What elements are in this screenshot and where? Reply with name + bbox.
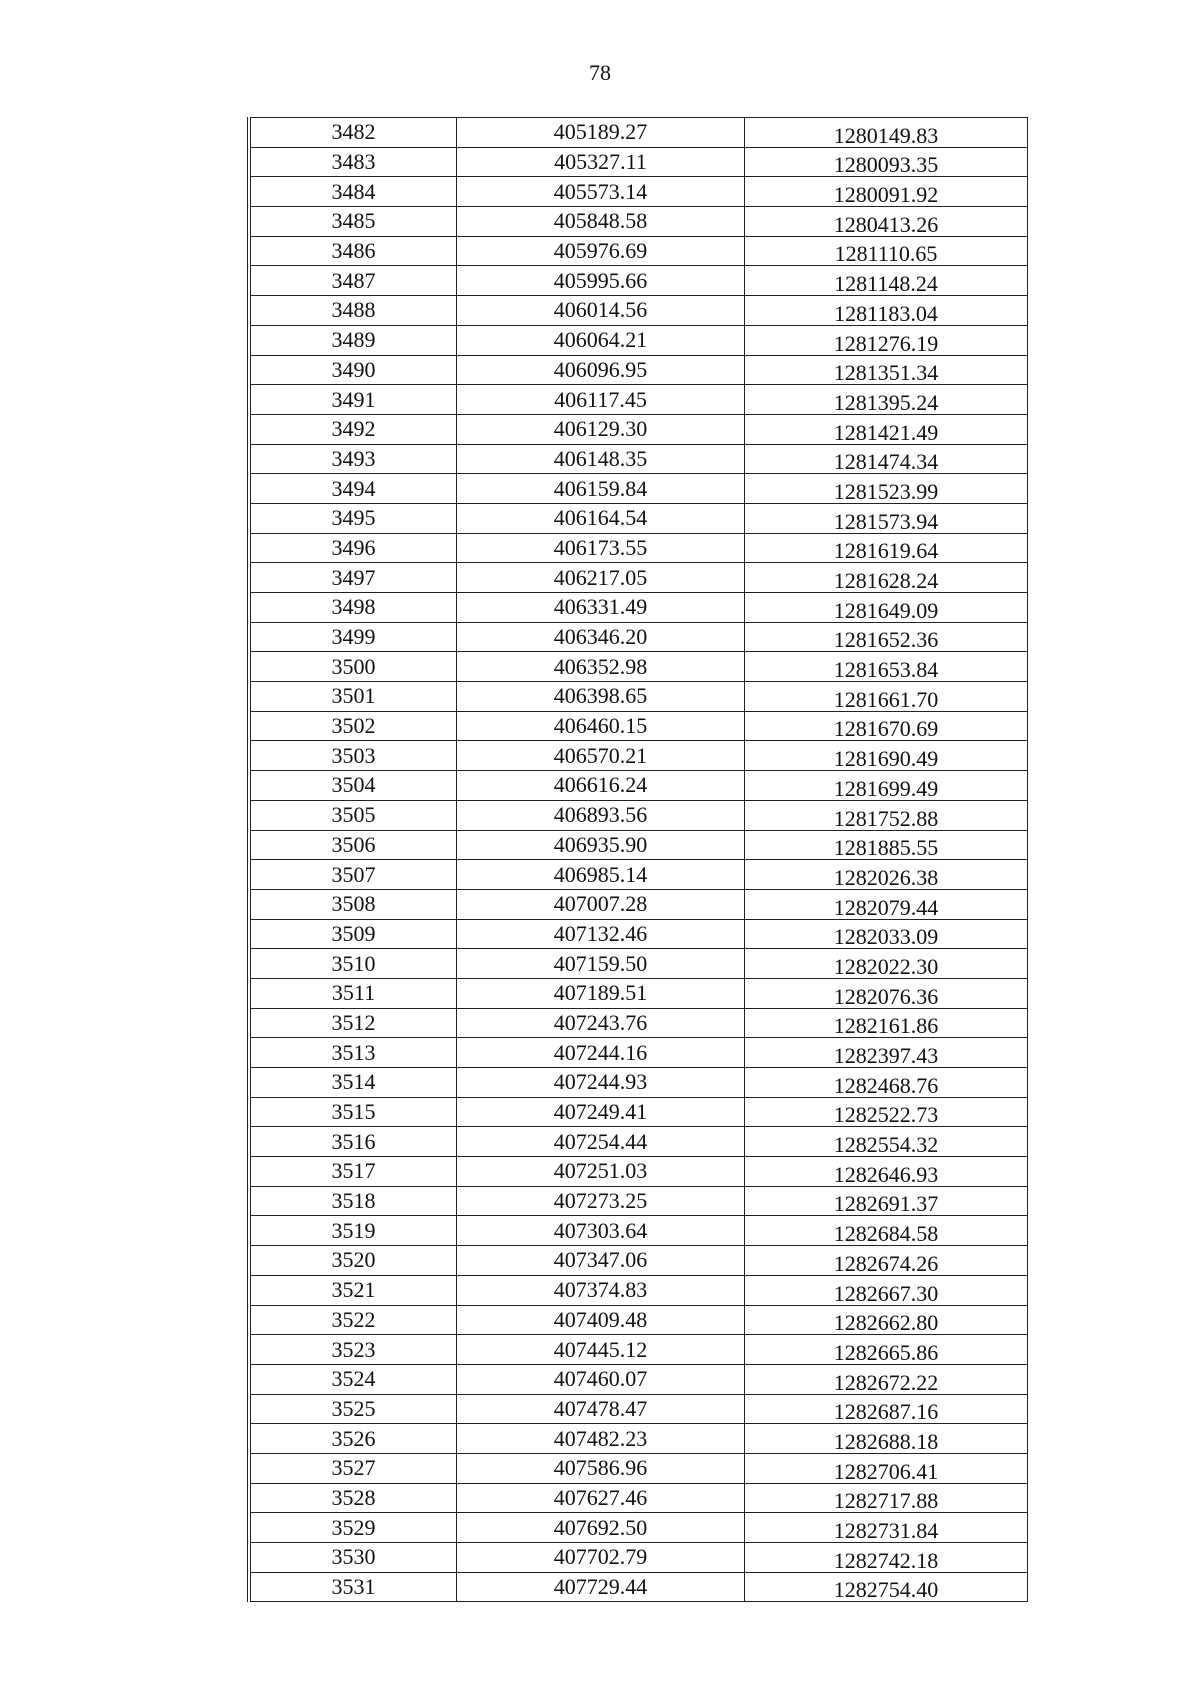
point-number-cell: 3494 (251, 474, 457, 504)
point-number-cell: 3503 (251, 741, 457, 771)
point-number-cell: 3517 (251, 1157, 457, 1187)
point-number-cell: 3528 (251, 1483, 457, 1513)
table-row (251, 533, 1028, 563)
table-row (251, 978, 1028, 1008)
table-row (251, 652, 1028, 682)
y-coordinate-cell: 1282026.38 (745, 860, 1028, 890)
point-number-cell: 3500 (251, 652, 457, 682)
y-coordinate-cell: 1282742.18 (745, 1543, 1028, 1573)
point-number-cell: 3520 (251, 1246, 457, 1276)
x-coordinate-cell: 407586.96 (457, 1453, 745, 1483)
table-row (251, 593, 1028, 623)
y-coordinate-cell: 1282033.09 (745, 919, 1028, 949)
x-coordinate-cell: 407249.41 (457, 1097, 745, 1127)
x-coordinate-cell: 407347.06 (457, 1246, 745, 1276)
y-coordinate-cell: 1282717.88 (745, 1483, 1028, 1513)
x-coordinate-cell: 406398.65 (457, 682, 745, 712)
table-row (251, 385, 1028, 415)
y-coordinate-cell: 1282079.44 (745, 889, 1028, 919)
x-coordinate-cell: 406346.20 (457, 622, 745, 652)
point-number-cell: 3513 (251, 1038, 457, 1068)
y-coordinate-cell: 1281110.65 (745, 236, 1028, 266)
point-number-cell: 3518 (251, 1186, 457, 1216)
point-number-cell: 3511 (251, 978, 457, 1008)
y-coordinate-cell: 1282522.73 (745, 1097, 1028, 1127)
y-coordinate-cell: 1282688.18 (745, 1424, 1028, 1454)
x-coordinate-cell: 407482.23 (457, 1424, 745, 1454)
table-row (251, 800, 1028, 830)
table-row (251, 444, 1028, 474)
table-row (251, 741, 1028, 771)
y-coordinate-cell: 1281652.36 (745, 622, 1028, 652)
table-row (251, 682, 1028, 712)
point-number-cell: 3505 (251, 800, 457, 830)
y-coordinate-cell: 1282076.36 (745, 978, 1028, 1008)
y-coordinate-cell: 1282667.30 (745, 1275, 1028, 1305)
x-coordinate-cell: 407007.28 (457, 889, 745, 919)
x-coordinate-cell: 406893.56 (457, 800, 745, 830)
point-number-cell: 3501 (251, 682, 457, 712)
point-number-cell: 3516 (251, 1127, 457, 1157)
y-coordinate-cell: 1281699.49 (745, 771, 1028, 801)
table-row (251, 1275, 1028, 1305)
x-coordinate-cell: 407132.46 (457, 919, 745, 949)
point-number-cell: 3497 (251, 563, 457, 593)
table-row (251, 949, 1028, 979)
y-coordinate-cell: 1282468.76 (745, 1068, 1028, 1098)
table-row (251, 1453, 1028, 1483)
x-coordinate-cell: 406570.21 (457, 741, 745, 771)
x-coordinate-cell: 407478.47 (457, 1394, 745, 1424)
table-row (251, 266, 1028, 296)
x-coordinate-cell: 406217.05 (457, 563, 745, 593)
y-coordinate-cell: 1282161.86 (745, 1008, 1028, 1038)
x-coordinate-cell: 407445.12 (457, 1335, 745, 1365)
y-coordinate-cell: 1282706.41 (745, 1453, 1028, 1483)
table-row (251, 474, 1028, 504)
x-coordinate-cell: 406164.54 (457, 503, 745, 533)
x-coordinate-cell: 407244.16 (457, 1038, 745, 1068)
y-coordinate-cell: 1282691.37 (745, 1186, 1028, 1216)
x-coordinate-cell: 406117.45 (457, 385, 745, 415)
table-row (251, 711, 1028, 741)
table-row (251, 1335, 1028, 1365)
table-row (251, 503, 1028, 533)
table-row (251, 118, 1028, 148)
y-coordinate-cell: 1281573.94 (745, 503, 1028, 533)
x-coordinate-cell: 406352.98 (457, 652, 745, 682)
x-coordinate-cell: 405995.66 (457, 266, 745, 296)
point-number-cell: 3509 (251, 919, 457, 949)
table-row (251, 236, 1028, 266)
x-coordinate-cell: 406173.55 (457, 533, 745, 563)
table-row (251, 1008, 1028, 1038)
point-number-cell: 3515 (251, 1097, 457, 1127)
y-coordinate-cell: 1282397.43 (745, 1038, 1028, 1068)
point-number-cell: 3502 (251, 711, 457, 741)
table-row (251, 1157, 1028, 1187)
y-coordinate-cell: 1282731.84 (745, 1513, 1028, 1543)
y-coordinate-cell: 1282672.22 (745, 1364, 1028, 1394)
point-number-cell: 3512 (251, 1008, 457, 1038)
y-coordinate-cell: 1281474.34 (745, 444, 1028, 474)
point-number-cell: 3519 (251, 1216, 457, 1246)
table-row (251, 830, 1028, 860)
x-coordinate-cell: 407244.93 (457, 1068, 745, 1098)
point-number-cell: 3514 (251, 1068, 457, 1098)
y-coordinate-cell: 1281670.69 (745, 711, 1028, 741)
table-row (251, 1127, 1028, 1157)
y-coordinate-cell: 1282646.93 (745, 1157, 1028, 1187)
point-number-cell: 3486 (251, 236, 457, 266)
table-row (251, 1424, 1028, 1454)
coordinates-table-container (247, 117, 1025, 1602)
point-number-cell: 3526 (251, 1424, 457, 1454)
y-coordinate-cell: 1281523.99 (745, 474, 1028, 504)
coordinates-table (251, 117, 1028, 1602)
x-coordinate-cell: 406148.35 (457, 444, 745, 474)
x-coordinate-cell: 407692.50 (457, 1513, 745, 1543)
point-number-cell: 3483 (251, 147, 457, 177)
y-coordinate-cell: 1282554.32 (745, 1127, 1028, 1157)
point-number-cell: 3488 (251, 296, 457, 326)
point-number-cell: 3482 (251, 118, 457, 148)
point-number-cell: 3499 (251, 622, 457, 652)
table-row (251, 919, 1028, 949)
point-number-cell: 3530 (251, 1543, 457, 1573)
point-number-cell: 3527 (251, 1453, 457, 1483)
table-row (251, 622, 1028, 652)
y-coordinate-cell: 1281885.55 (745, 830, 1028, 860)
y-coordinate-cell: 1281395.24 (745, 385, 1028, 415)
point-number-cell: 3485 (251, 207, 457, 237)
y-coordinate-cell: 1281183.04 (745, 296, 1028, 326)
y-coordinate-cell: 1281148.24 (745, 266, 1028, 296)
x-coordinate-cell: 407702.79 (457, 1543, 745, 1573)
x-coordinate-cell: 407159.50 (457, 949, 745, 979)
table-row (251, 860, 1028, 890)
point-number-cell: 3484 (251, 177, 457, 207)
y-coordinate-cell: 1280413.26 (745, 207, 1028, 237)
point-number-cell: 3498 (251, 593, 457, 623)
x-coordinate-cell: 407627.46 (457, 1483, 745, 1513)
table-row (251, 771, 1028, 801)
y-coordinate-cell: 1281649.09 (745, 593, 1028, 623)
y-coordinate-cell: 1281421.49 (745, 414, 1028, 444)
x-coordinate-cell: 407374.83 (457, 1275, 745, 1305)
point-number-cell: 3495 (251, 503, 457, 533)
table-row (251, 1216, 1028, 1246)
x-coordinate-cell: 407460.07 (457, 1364, 745, 1394)
y-coordinate-cell: 1282665.86 (745, 1335, 1028, 1365)
x-coordinate-cell: 407254.44 (457, 1127, 745, 1157)
table-row (251, 1543, 1028, 1573)
y-coordinate-cell: 1282674.26 (745, 1246, 1028, 1276)
x-coordinate-cell: 406331.49 (457, 593, 745, 623)
x-coordinate-cell: 405976.69 (457, 236, 745, 266)
y-coordinate-cell: 1282684.58 (745, 1216, 1028, 1246)
y-coordinate-cell: 1280093.35 (745, 147, 1028, 177)
x-coordinate-cell: 406935.90 (457, 830, 745, 860)
x-coordinate-cell: 405327.11 (457, 147, 745, 177)
y-coordinate-cell: 1282754.40 (745, 1572, 1028, 1602)
x-coordinate-cell: 407243.76 (457, 1008, 745, 1038)
table-row (251, 563, 1028, 593)
x-coordinate-cell: 407251.03 (457, 1157, 745, 1187)
y-coordinate-cell: 1281351.34 (745, 355, 1028, 385)
x-coordinate-cell: 406064.21 (457, 325, 745, 355)
x-coordinate-cell: 406616.24 (457, 771, 745, 801)
table-row (251, 1186, 1028, 1216)
table-row (251, 1572, 1028, 1602)
y-coordinate-cell: 1281690.49 (745, 741, 1028, 771)
x-coordinate-cell: 406014.56 (457, 296, 745, 326)
x-coordinate-cell: 406460.15 (457, 711, 745, 741)
table-row (251, 1246, 1028, 1276)
point-number-cell: 3489 (251, 325, 457, 355)
point-number-cell: 3492 (251, 414, 457, 444)
table-row (251, 1068, 1028, 1098)
point-number-cell: 3504 (251, 771, 457, 801)
y-coordinate-cell: 1281628.24 (745, 563, 1028, 593)
x-coordinate-cell: 405189.27 (457, 118, 745, 148)
y-coordinate-cell: 1281661.70 (745, 682, 1028, 712)
table-row (251, 147, 1028, 177)
point-number-cell: 3490 (251, 355, 457, 385)
point-number-cell: 3510 (251, 949, 457, 979)
table-row (251, 355, 1028, 385)
point-number-cell: 3523 (251, 1335, 457, 1365)
table-row (251, 1097, 1028, 1127)
table-row (251, 325, 1028, 355)
point-number-cell: 3531 (251, 1572, 457, 1602)
x-coordinate-cell: 406985.14 (457, 860, 745, 890)
point-number-cell: 3487 (251, 266, 457, 296)
x-coordinate-cell: 406096.95 (457, 355, 745, 385)
y-coordinate-cell: 1281619.64 (745, 533, 1028, 563)
y-coordinate-cell: 1281752.88 (745, 800, 1028, 830)
x-coordinate-cell: 407303.64 (457, 1216, 745, 1246)
point-number-cell: 3524 (251, 1364, 457, 1394)
x-coordinate-cell: 407409.48 (457, 1305, 745, 1335)
point-number-cell: 3522 (251, 1305, 457, 1335)
y-coordinate-cell: 1281276.19 (745, 325, 1028, 355)
point-number-cell: 3491 (251, 385, 457, 415)
point-number-cell: 3507 (251, 860, 457, 890)
x-coordinate-cell: 407273.25 (457, 1186, 745, 1216)
coordinates-table-body (251, 118, 1028, 1602)
y-coordinate-cell: 1282022.30 (745, 949, 1028, 979)
x-coordinate-cell: 405573.14 (457, 177, 745, 207)
y-coordinate-cell: 1280149.83 (745, 118, 1028, 148)
y-coordinate-cell: 1282662.80 (745, 1305, 1028, 1335)
x-coordinate-cell: 406159.84 (457, 474, 745, 504)
point-number-cell: 3506 (251, 830, 457, 860)
table-row (251, 1305, 1028, 1335)
table-row (251, 414, 1028, 444)
y-coordinate-cell: 1281653.84 (745, 652, 1028, 682)
point-number-cell: 3521 (251, 1275, 457, 1305)
table-row (251, 296, 1028, 326)
point-number-cell: 3493 (251, 444, 457, 474)
table-row (251, 1038, 1028, 1068)
table-row (251, 177, 1028, 207)
x-coordinate-cell: 407729.44 (457, 1572, 745, 1602)
y-coordinate-cell: 1280091.92 (745, 177, 1028, 207)
table-row (251, 207, 1028, 237)
point-number-cell: 3525 (251, 1394, 457, 1424)
table-row (251, 1513, 1028, 1543)
table-row (251, 1483, 1028, 1513)
point-number-cell: 3508 (251, 889, 457, 919)
x-coordinate-cell: 406129.30 (457, 414, 745, 444)
y-coordinate-cell: 1282687.16 (745, 1394, 1028, 1424)
table-row (251, 889, 1028, 919)
page-number: 78 (589, 60, 611, 85)
table-row (251, 1394, 1028, 1424)
table-row (251, 1364, 1028, 1394)
point-number-cell: 3496 (251, 533, 457, 563)
x-coordinate-cell: 407189.51 (457, 978, 745, 1008)
x-coordinate-cell: 405848.58 (457, 207, 745, 237)
point-number-cell: 3529 (251, 1513, 457, 1543)
